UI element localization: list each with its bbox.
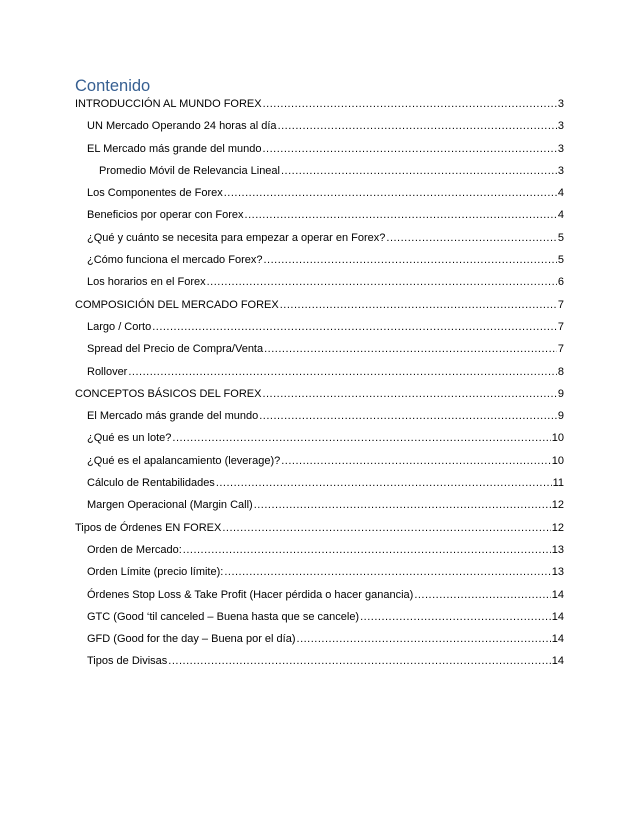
toc-entry[interactable]: [75, 588, 564, 610]
toc-entry-label: Tipos de Divisas: [87, 655, 168, 668]
toc-entry[interactable]: [75, 565, 564, 587]
toc-entry[interactable]: [75, 186, 564, 208]
toc-dot-leader: [264, 342, 557, 356]
toc-entry[interactable]: [75, 208, 564, 230]
toc-entry[interactable]: [75, 320, 564, 342]
toc-entry-label: GTC (Good ‘til canceled – Buena hasta que se cancele): [87, 610, 360, 623]
toc-dot-leader: [183, 543, 551, 557]
toc-entry-page-number: 6: [557, 276, 564, 289]
toc-entry-label: Promedio Móvil de Relevancia Lineal: [99, 164, 280, 177]
toc-dot-leader: [360, 610, 551, 624]
toc-dot-leader: [386, 231, 556, 245]
toc-dot-leader: [152, 320, 557, 334]
toc-entry-page-number: 3: [557, 98, 564, 110]
toc-entry-label: UN Mercado Operando 24 horas al día: [87, 120, 277, 133]
toc-entry-page-number: 3: [557, 164, 564, 177]
toc-entry-label: Largo / Corto: [87, 320, 152, 333]
toc-entry-page-number: 5: [557, 231, 564, 244]
toc-entry-label: Spread del Precio de Compra/Venta: [87, 343, 264, 356]
toc-list: [75, 97, 564, 677]
toc-entry-page-number: 11: [552, 477, 564, 490]
toc-entry[interactable]: [75, 164, 564, 186]
toc-entry-label: COMPOSICIÓN DEL MERCADO FOREX: [75, 298, 279, 311]
toc-entry-label: INTRODUCCIÓN AL MUNDO FOREX: [75, 98, 262, 110]
toc-dot-leader: [281, 164, 557, 178]
toc-entry-label: Orden Límite (precio límite):: [87, 566, 224, 579]
toc-entry[interactable]: [75, 342, 564, 364]
toc-entry-label: CONCEPTOS BÁSICOS DEL FOREX: [75, 387, 262, 400]
toc-entry-label: ¿Cómo funciona el mercado Forex?: [87, 254, 263, 267]
toc-entry-label: Tipos de Órdenes EN FOREX: [75, 521, 222, 534]
toc-dot-leader: [262, 387, 556, 401]
toc-dot-leader: [263, 97, 557, 111]
toc-entry-label: Margen Operacional (Margin Call): [87, 499, 253, 512]
toc-dot-leader: [280, 298, 557, 312]
toc-dot-leader: [263, 253, 556, 267]
toc-entry-label: El Mercado más grande del mundo: [87, 410, 259, 423]
toc-title: Contenido: [75, 77, 151, 95]
toc-entry-page-number: 7: [557, 298, 564, 311]
toc-entry[interactable]: [75, 409, 564, 431]
toc-entry-page-number: 14: [551, 633, 564, 646]
toc-entry[interactable]: [75, 298, 564, 320]
toc-entry-page-number: 12: [551, 499, 564, 512]
toc-entry[interactable]: [75, 365, 564, 387]
toc-entry-page-number: 14: [551, 655, 564, 668]
toc-entry-label: ¿Qué y cuánto se necesita para empezar a operar en Forex?: [87, 231, 386, 244]
toc-entry-page-number: 7: [557, 343, 564, 356]
toc-dot-leader: [278, 119, 557, 133]
toc-entry[interactable]: [75, 119, 564, 141]
toc-entry-page-number: 12: [551, 521, 564, 534]
toc-dot-leader: [172, 431, 550, 445]
toc-entry[interactable]: [75, 521, 564, 543]
toc-entry-page-number: 8: [557, 365, 564, 378]
toc-entry-page-number: 10: [551, 454, 564, 467]
toc-entry-page-number: 5: [557, 254, 564, 267]
toc-entry-page-number: 7: [557, 320, 564, 333]
toc-dot-leader: [254, 498, 551, 512]
toc-entry[interactable]: [75, 632, 564, 654]
toc-entry-label: Orden de Mercado:: [87, 543, 182, 556]
toc-entry-label: Los horarios en el Forex: [87, 276, 206, 289]
toc-entry[interactable]: [75, 476, 564, 498]
toc-entry-page-number: 14: [551, 588, 564, 601]
toc-dot-leader: [245, 208, 557, 222]
toc-dot-leader: [128, 365, 557, 379]
toc-entry-page-number: 4: [557, 209, 564, 222]
toc-dot-leader: [281, 454, 551, 468]
toc-entry-label: Rollover: [87, 365, 128, 378]
toc-entry-page-number: 9: [557, 410, 564, 423]
toc-dot-leader: [262, 142, 556, 156]
toc-entry[interactable]: [75, 142, 564, 164]
toc-entry[interactable]: [75, 275, 564, 297]
toc-dot-leader: [224, 186, 557, 200]
toc-entry[interactable]: [75, 387, 564, 409]
toc-dot-leader: [224, 565, 550, 579]
toc-entry[interactable]: [75, 454, 564, 476]
toc-entry-page-number: 4: [557, 187, 564, 200]
toc-entry-label: ¿Qué es el apalancamiento (leverage)?: [87, 454, 281, 467]
toc-entry-page-number: 9: [557, 387, 564, 400]
toc-entry-label: GFD (Good for the day – Buena por el día): [87, 633, 296, 646]
toc-entry-label: Cálculo de Rentabilidades: [87, 477, 215, 490]
toc-entry-page-number: 13: [551, 543, 564, 556]
toc-entry-label: EL Mercado más grande del mundo: [87, 142, 262, 155]
toc-entry-page-number: 10: [551, 432, 564, 445]
toc-entry[interactable]: [75, 431, 564, 453]
toc-entry[interactable]: [75, 654, 564, 676]
toc-entry-page-number: 13: [551, 566, 564, 579]
toc-entry-label: Los Componentes de Forex: [87, 187, 223, 200]
toc-entry[interactable]: [75, 97, 564, 119]
toc-entry[interactable]: [75, 543, 564, 565]
toc-entry[interactable]: [75, 253, 564, 275]
toc-entry-page-number: 3: [557, 120, 564, 133]
toc-dot-leader: [207, 275, 557, 289]
toc-entry-label: Órdenes Stop Loss & Take Profit (Hacer pérdida o hacer ganancia): [87, 588, 414, 601]
toc-entry-page-number: 3: [557, 142, 564, 155]
toc-dot-leader: [414, 588, 550, 602]
toc-entry[interactable]: [75, 498, 564, 520]
toc-dot-leader: [259, 409, 557, 423]
toc-entry-page-number: 14: [551, 610, 564, 623]
toc-entry[interactable]: [75, 610, 564, 632]
toc-dot-leader: [297, 632, 551, 646]
toc-entry[interactable]: [75, 231, 564, 253]
toc-entry-label: ¿Qué es un lote?: [87, 432, 172, 445]
toc-entry-label: Beneficios por operar con Forex: [87, 209, 244, 222]
toc-dot-leader: [168, 654, 550, 668]
toc-dot-leader: [222, 521, 550, 535]
toc-dot-leader: [216, 476, 552, 490]
